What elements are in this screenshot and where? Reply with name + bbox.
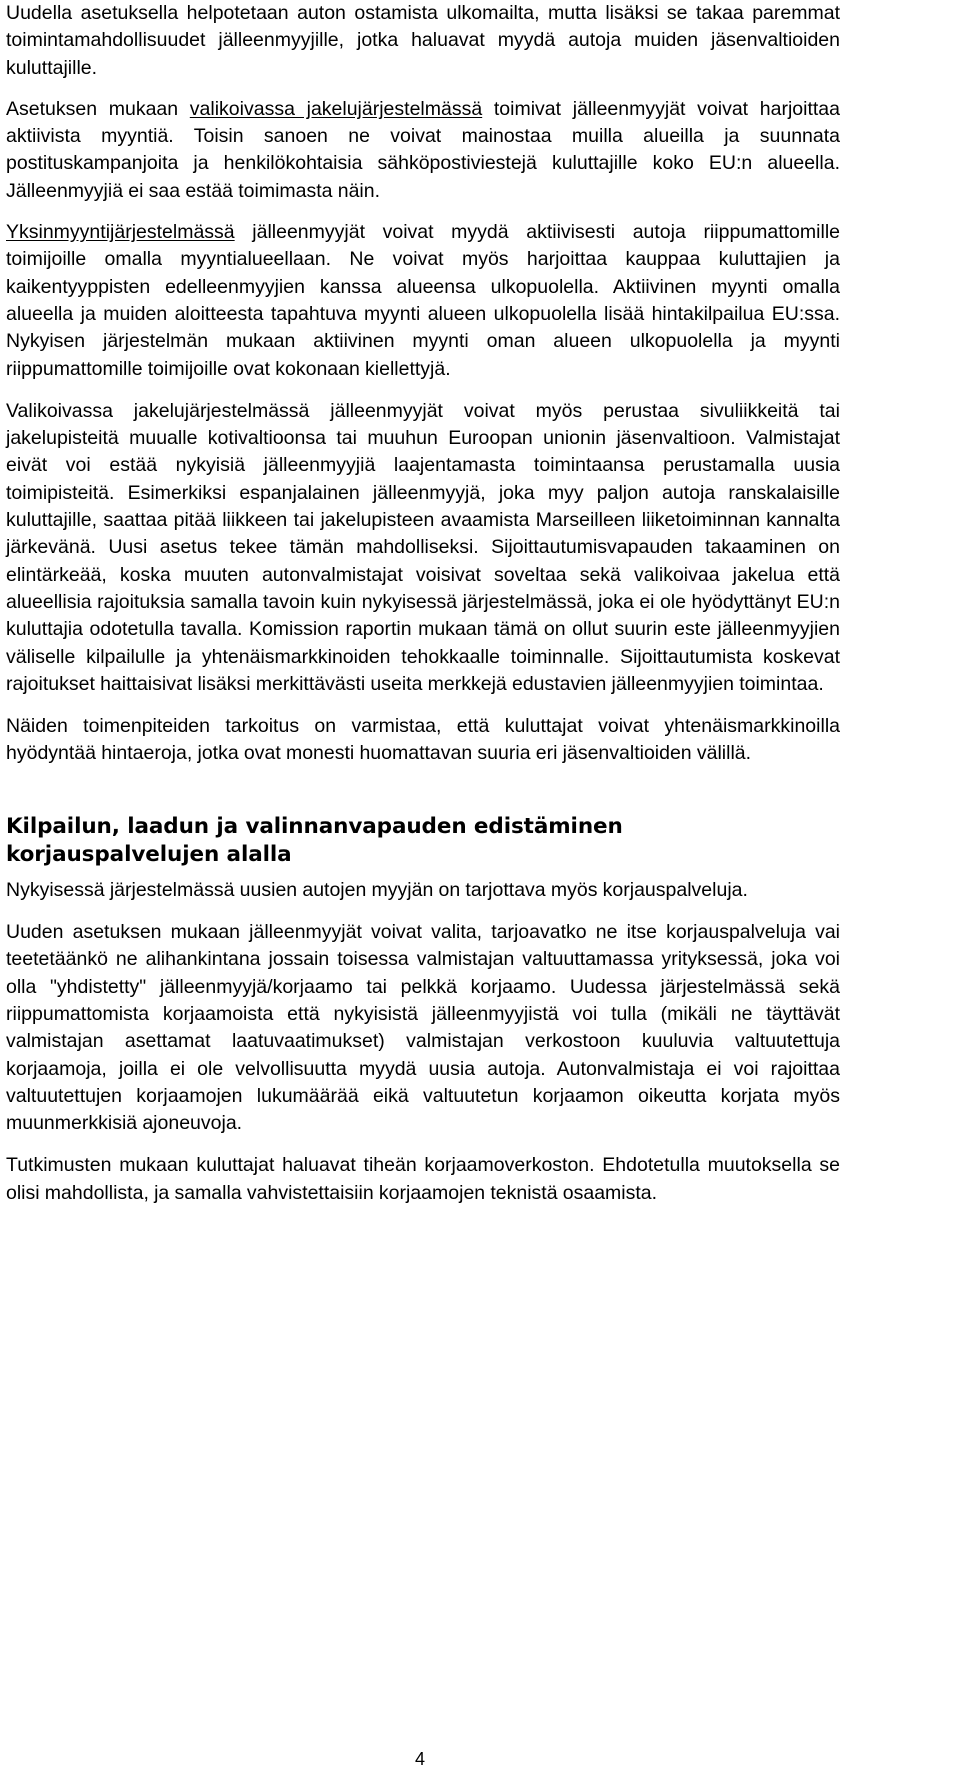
- paragraph-text: jälleenmyyjät voivat myydä aktiivisesti autoja riippumattomille toimijoille omalla myyntialueellaan. Ne voivat myös harjoittaa kauppaa kuluttajien ja kaikentyyppisten edelleenmyyjien kanssa alueensa ulkopuolella. Aktiivinen myynti omalla alueella ja muiden aloitteesta tapahtuva myynti alueen ulkopuolella lisää hintakilpailua EU:ssa. Nykyisen järjestelmän mukaan aktiivinen myynti oman alueen ulkopuolella ja myynti riippumattomille toimijoille ovat kokonaan kiellettyjä.: [6, 221, 840, 380]
- paragraph-branches: Valikoivassa jakelujärjestelmässä jälleenmyyjät voivat myös perustaa sivuliikkeitä tai jakelupisteitä muualle kotivaltioonsa tai muuhun Euroopan unionin jäsenvaltioon. Valmistajat eivät voi estää nykyisiä jälleenmyyjiä laajentamasta toimintaansa perustamalla uusia toimipisteitä. Esimerkiksi espanjalainen jälleenmyyjä, joka myy paljon autoja ranskalaisille kuluttajille, saattaa pitää liikkeen tai jakelupisteen avaamista Marseilleen liiketoiminnan kannalta järkevänä. Uusi asetus tekee tämän mahdolliseksi. Sijoittautumisvapauden takaaminen on elintärkeää, koska muuten autonvalmistajat voisivat soveltaa sekä valikoivaa jakelua että alueellisia rajoituksia samalla tavoin kuin nykyisessä järjestelmässä, joka ei ole hyödyttänyt EU:n kuluttajia odotetulla tavalla. Komission raportin mukaan tämä on ollut suurin este jälleenmyyjien väliselle kilpailulle ja yhtenäismarkkinoiden tehokkaalle toiminnalle. Sijoittautumista koskevat rajoitukset haittaisivat lisäksi merkittävästi useita merkkejä edustavien jälleenmyyjien toimintaa.: [6, 399, 840, 695]
- paragraph-purpose: Näiden toimenpiteiden tarkoitus on varmistaa, että kuluttajat voivat yhtenäismarkkinoilla hyödyntää hintaeroja, jotka ovat monesti huomattavan suuria eri jäsenvaltioiden välillä.: [6, 715, 840, 765]
- page-number: 4: [414, 1749, 425, 1769]
- document-page: [6, 0, 840, 1207]
- underlined-term: valikoivassa jakelujärjestelmässä: [189, 97, 483, 120]
- paragraph-research: Tutkimusten mukaan kuluttajat haluavat tiheän korjaamoverkoston. Ehdotetulla muutoksella se olisi mahdollista, ja samalla vahvistettaisiin korjaamojen teknistä osaamista.: [6, 1154, 840, 1204]
- underlined-term: Yksinmyyntijärjestelmässä: [6, 221, 235, 244]
- paragraph-text: toimivat jälleenmyyjät voivat harjoittaa aktiivista myyntiä. Toisin sanoen ne voivat mainostaa muilla alueilla ja suunnata postituskampanjoita ja henkilökohtaisia sähköpostiviestejä kuluttajille koko EU:n alueella. Jälleenmyyjiä ei saa estää toimimasta näin.: [6, 97, 840, 202]
- paragraph-repair-current: Nykyisessä järjestelmässä uusien autojen myyjän on tarjottava myös korjauspalveluja.: [6, 878, 748, 901]
- paragraph-repair-new: Uuden asetuksen mukaan jälleenmyyjät voivat valita, tarjoavatko ne itse korjauspalveluja vai teetetäänkö ne alihankintana jossain toisessa valmistajan valtuuttamassa yrityksessä, joka voi olla "yhdistetty" jälleenmyyjä/korjaamo tai pelkkä korjaamo. Uudessa järjestelmässä sekä riippumattomista korjaamoista että nykyisistä jälleenmyyjistä voi tulla (mikäli ne täyttävät valmistajan asettamat laatuvaatimukset) valmistajan verkostoon kuuluvia valtuutettuja korjaamoja, joilla ei ole velvollisuutta myydä uusia autoja. Autonvalmistaja ei voi rajoittaa valtuutettujen korjaamojen lukumäärää eikä valtuutetun korjaamon oikeutta korjata myös muunmerkkisiä ajoneuvoja.: [6, 921, 840, 1135]
- paragraph-exclusive-distribution: [6, 219, 840, 383]
- section-heading: Kilpailun, laadun ja valinnanvapauden edistäminen korjauspalvelujen alalla: [6, 813, 623, 867]
- paragraph-intro: Uudella asetuksella helpotetaan auton ostamista ulkomailta, mutta lisäksi se takaa paremmat toimintamahdollisuudet jälleenmyyjille, jotka haluavat myydä autoja muiden jäsenvaltioiden kuluttajille.: [6, 2, 840, 79]
- paragraph-text: Asetuksen mukaan: [6, 97, 190, 120]
- paragraph-selective-distribution: [6, 96, 840, 205]
